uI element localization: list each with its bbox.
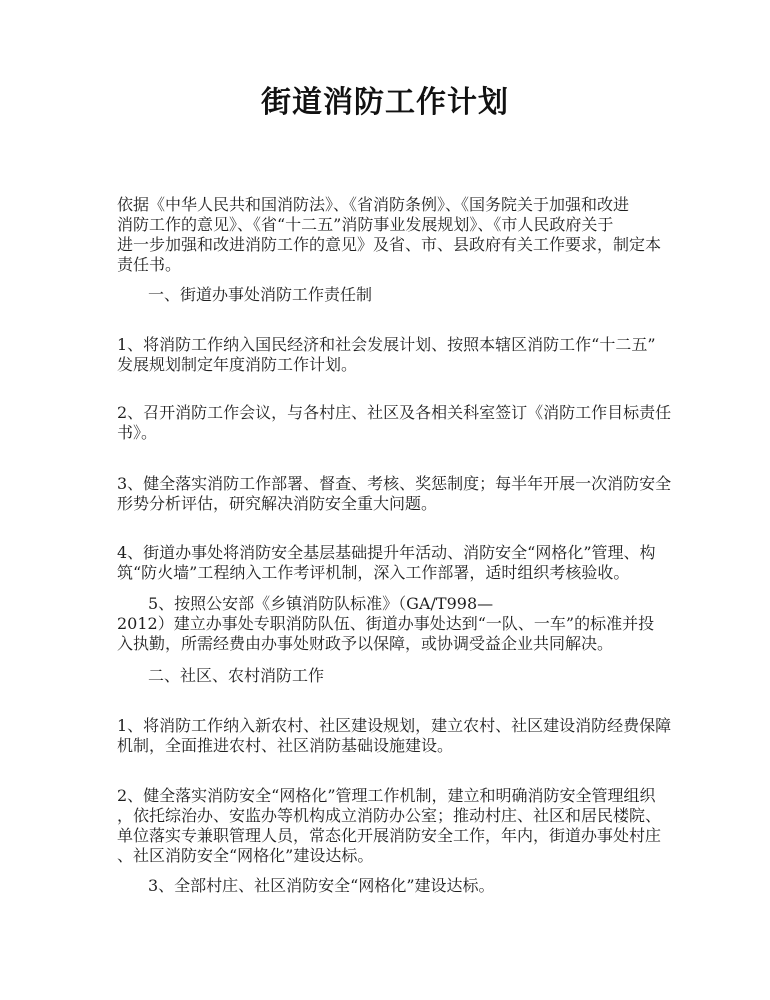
- text-line: 1、将消防工作纳入国民经济和社会发展计划、按照本辖区消防工作“十二五”: [117, 335, 656, 354]
- text-line: 形势分析评估，研究解决消防安全重大问题。: [117, 494, 438, 513]
- document-title: 街道消防工作计划: [261, 85, 509, 120]
- text-line: 2、健全落实消防安全“网格化”管理工作机制，建立和明确消防安全管理组织: [117, 786, 656, 805]
- text-line: ，依托综治办、安监办等机构成立消防办公室；推动村庄、社区和居民楼院、: [117, 806, 662, 825]
- clause-2-2: [117, 786, 677, 866]
- text-line: 责任书。: [117, 255, 182, 274]
- text-line: 2、召开消防工作会议，与各村庄、社区及各相关科室签订《消防工作目标责任: [117, 403, 672, 422]
- clause-1-1: [117, 335, 677, 375]
- section-heading-text: 一、街道办事处消防工作责任制: [148, 285, 373, 304]
- text-line: 进一步加强和改进消防工作的意见》及省、市、县政府有关工作要求，制定本: [117, 235, 662, 254]
- text-line: 依据《中华人民共和国消防法》、《省消防条例》、《国务院关于加强和改进: [117, 195, 630, 214]
- clause-1-4: [117, 543, 677, 583]
- text-line: 、社区消防安全“网格化”建设达标。: [117, 846, 374, 865]
- text-line: 消防工作的意见》、《省“十二五”消防事业发展规划》、《市人民政府关于: [117, 215, 614, 234]
- text-line: 入执勤，所需经费由办事处财政予以保障，或协调受益企业共同解决。: [117, 634, 614, 653]
- clause-1-5: [117, 594, 677, 654]
- clause-1-3: [117, 474, 677, 514]
- text-line: 发展规划制定年度消防工作计划。: [117, 355, 358, 374]
- text-line: 书》。: [117, 423, 158, 442]
- text-line: 1、将消防工作纳入新农村、社区建设规划，建立农村、社区建设消防经费保障: [117, 716, 672, 735]
- text-line: 筑“防火墙”工程纳入工作考评机制，深入工作部署，适时组织考核验收。: [117, 563, 630, 582]
- text-line: 2012）建立办事处专职消防队伍、街道办事处达到“一队、一车”的标准并投: [117, 614, 655, 633]
- intro-paragraph: [117, 195, 677, 275]
- text-line: 4、街道办事处将消防安全基层基础提升年活动、消防安全“网格化”管理、构: [117, 543, 656, 562]
- clause-2-3: [117, 876, 677, 896]
- text-line: 3、全部村庄、社区消防安全“网格化”建设达标。: [148, 876, 495, 895]
- clause-1-2: [117, 403, 677, 443]
- text-line: 5、按照公安部《乡镇消防队标准》（GA/T998—: [148, 594, 494, 613]
- clause-2-1: [117, 716, 677, 756]
- section-heading-1: [117, 285, 677, 305]
- section-heading-text: 二、社区、农村消防工作: [148, 666, 325, 685]
- text-line: 3、健全落实消防工作部署、督查、考核、奖惩制度；每半年开展一次消防安全: [117, 474, 672, 493]
- document-body: [117, 195, 677, 896]
- text-line: 机制，全面推进农村、社区消防基础设施建设。: [117, 736, 454, 755]
- text-line: 单位落实专兼职管理人员，常态化开展消防安全工作，年内，街道办事处村庄: [117, 826, 662, 845]
- section-heading-2: [117, 666, 677, 686]
